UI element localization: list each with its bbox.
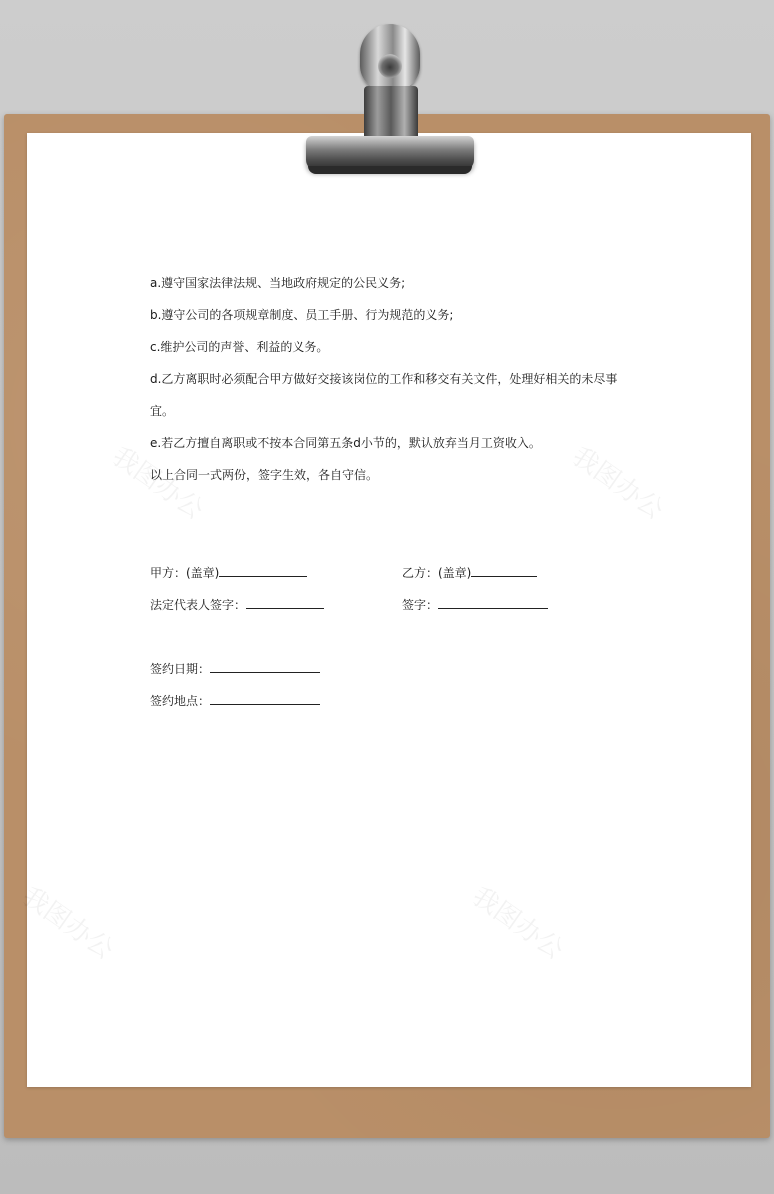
party-b-signature bbox=[402, 564, 537, 582]
clause-d: d.乙方离职时必须配合甲方做好交接该岗位的工作和移交有关文件，处理好相关的未尽事 bbox=[150, 372, 618, 386]
watermark: 我图办公 bbox=[16, 881, 119, 966]
party-a-line bbox=[219, 564, 307, 577]
clause-e: e.若乙方擅自离职或不按本合同第五条d小节的，默认放弃当月工资收入。 bbox=[150, 436, 541, 450]
legal-rep-signature bbox=[150, 596, 324, 614]
sign-line bbox=[438, 596, 548, 609]
clause-a: a.遵守国家法律法规、当地政府规定的公民义务; bbox=[150, 276, 406, 290]
signing-date bbox=[150, 660, 320, 678]
signing-place-label: 签约地点： bbox=[150, 694, 211, 708]
sign-label: 签字： bbox=[402, 598, 439, 612]
legal-rep-label: 法定代表人签字： bbox=[150, 598, 247, 612]
clause-b: b.遵守公司的各项规章制度、员工手册、行为规范的义务; bbox=[150, 308, 454, 322]
signing-place bbox=[150, 692, 320, 710]
clip-hole bbox=[378, 54, 402, 78]
clip-neck bbox=[364, 86, 418, 142]
party-b-label: 乙方：(盖章) bbox=[402, 566, 472, 580]
closing-statement: 以上合同一式两份，签字生效，各自守信。 bbox=[150, 468, 379, 482]
party-a-label: 甲方：(盖章) bbox=[150, 566, 220, 580]
party-b-line bbox=[471, 564, 537, 577]
clip-bar-edge bbox=[308, 166, 472, 174]
watermark: 我图办公 bbox=[466, 881, 569, 966]
clip-bar bbox=[306, 136, 474, 170]
clause-d-continued: 宜。 bbox=[150, 404, 175, 418]
binder-clip bbox=[298, 24, 482, 176]
watermark: 我图办公 bbox=[566, 441, 669, 526]
signing-date-line bbox=[210, 660, 320, 673]
legal-rep-line bbox=[246, 596, 324, 609]
sign-signature bbox=[402, 596, 548, 614]
party-a-signature bbox=[150, 564, 307, 582]
watermark: 我图办公 bbox=[106, 441, 209, 526]
clause-c: c.维护公司的声誉、利益的义务。 bbox=[150, 340, 329, 354]
signing-place-line bbox=[210, 692, 320, 705]
signing-date-label: 签约日期： bbox=[150, 662, 211, 676]
